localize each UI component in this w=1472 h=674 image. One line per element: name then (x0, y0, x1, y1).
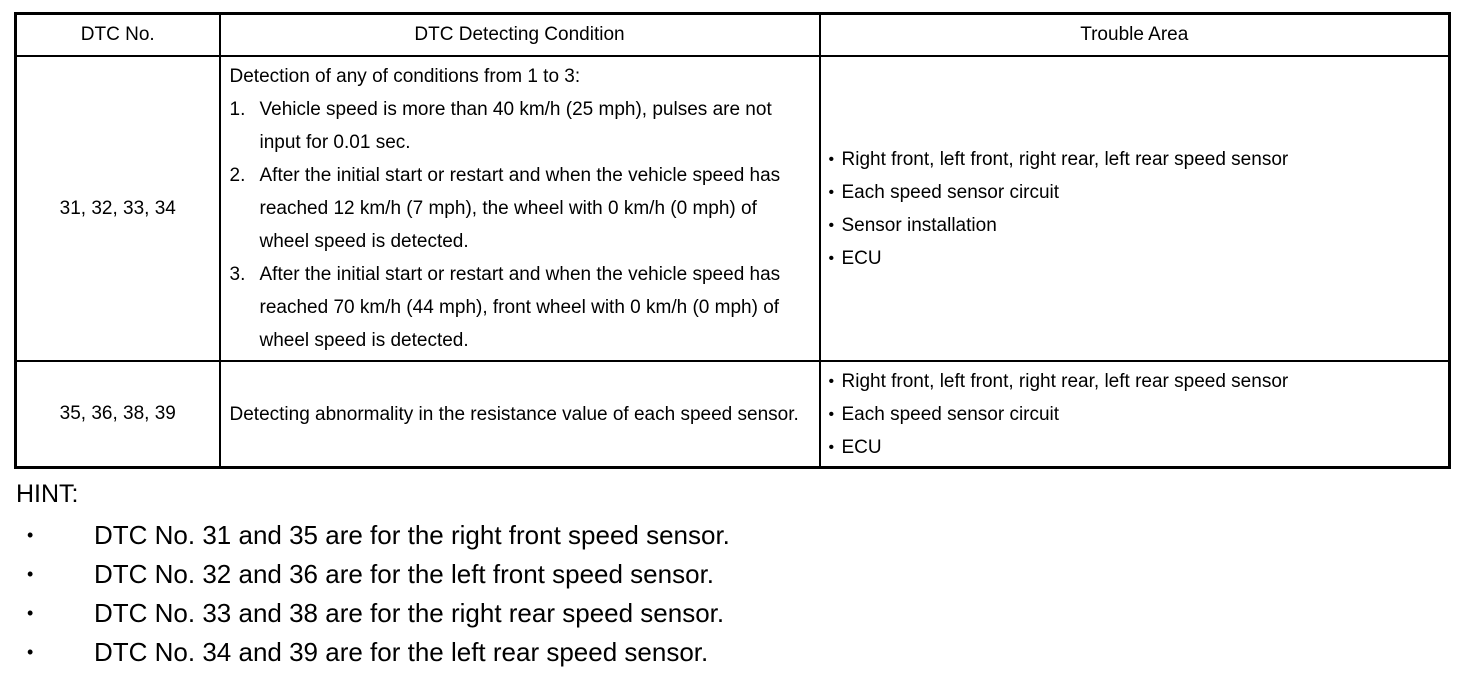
trouble-area-item (829, 209, 1441, 242)
bullet-icon: • (828, 405, 835, 423)
trouble-area-item (829, 242, 1441, 275)
trouble-area-text: Each speed sensor circuit (841, 403, 1060, 425)
trouble-area-item (829, 143, 1441, 176)
dtc-table (14, 12, 1451, 469)
condition-text: After the initial start or restart and when the vehicle speed has reached 70 km/h (44 mph), front wheel with 0 km/h (0 mph) of wheel speed is detected. (259, 264, 781, 351)
hint-text: DTC No. 32 and 36 are for the left front speed sensor. (94, 559, 715, 589)
trouble-area-item (829, 365, 1441, 398)
dtc-number-cell: 35, 36, 38, 39 (16, 361, 220, 468)
dtc-number-cell: 31, 32, 33, 34 (16, 56, 220, 361)
condition-number: 3. (229, 264, 246, 285)
trouble-area-text: ECU (841, 436, 882, 458)
condition-cell (220, 56, 820, 361)
condition-item (230, 159, 811, 258)
bullet-icon: • (828, 372, 835, 390)
bullet-icon: • (27, 564, 34, 584)
condition-cell (220, 361, 820, 468)
trouble-area-cell (820, 361, 1450, 468)
condition-item (230, 258, 811, 357)
trouble-area-text: Right front, left front, right rear, left rear speed sensor (841, 370, 1289, 392)
trouble-area-text: Each speed sensor circuit (841, 181, 1060, 203)
bullet-icon: • (828, 183, 835, 201)
trouble-area-cell (820, 56, 1450, 361)
hint-title: HINT: (16, 480, 79, 508)
trouble-area-item (829, 431, 1441, 464)
condition-text: Detecting abnormality in the resistance value of each speed sensor. (229, 403, 799, 425)
condition-item (230, 93, 811, 159)
trouble-area-item (829, 398, 1441, 431)
trouble-area-text: Right front, left front, right rear, left rear speed sensor (841, 148, 1289, 170)
header-trouble-area: Trouble Area (820, 14, 1450, 57)
hint-text: DTC No. 31 and 35 are for the right front speed sensor. (94, 520, 730, 550)
header-dtc-no: DTC No. (16, 14, 220, 57)
condition-text: After the initial start or restart and when the vehicle speed has reached 12 km/h (7 mph), the wheel with 0 km/h (0 mph) of wheel speed is detected. (259, 165, 781, 252)
trouble-area-text: ECU (841, 247, 882, 269)
bullet-icon: • (828, 216, 835, 234)
bullet-icon: • (828, 150, 835, 168)
hint-text: DTC No. 33 and 38 are for the right rear speed sensor. (94, 598, 725, 628)
condition-number: 1. (229, 99, 246, 120)
condition-text: Vehicle speed is more than 40 km/h (25 mph), pulses are not input for 0.01 sec. (259, 99, 772, 153)
table-row (16, 56, 1450, 361)
bullet-icon: • (27, 525, 34, 545)
header-condition: DTC Detecting Condition (220, 14, 820, 57)
trouble-area-list (829, 143, 1441, 275)
condition-number: 2. (229, 165, 246, 186)
table-header-row (16, 14, 1450, 57)
condition-intro: Detection of any of conditions from 1 to 3: (229, 66, 581, 87)
hint-text: DTC No. 34 and 39 are for the left rear speed sensor. (94, 637, 709, 667)
bullet-icon: • (27, 603, 34, 623)
trouble-area-list (829, 365, 1441, 464)
trouble-area-item (829, 176, 1441, 209)
condition-list (230, 93, 811, 357)
bullet-icon: • (828, 249, 835, 267)
table-row (16, 361, 1450, 468)
bullet-icon: • (828, 438, 835, 456)
bullet-icon: • (27, 642, 34, 662)
trouble-area-text: Sensor installation (841, 214, 997, 236)
